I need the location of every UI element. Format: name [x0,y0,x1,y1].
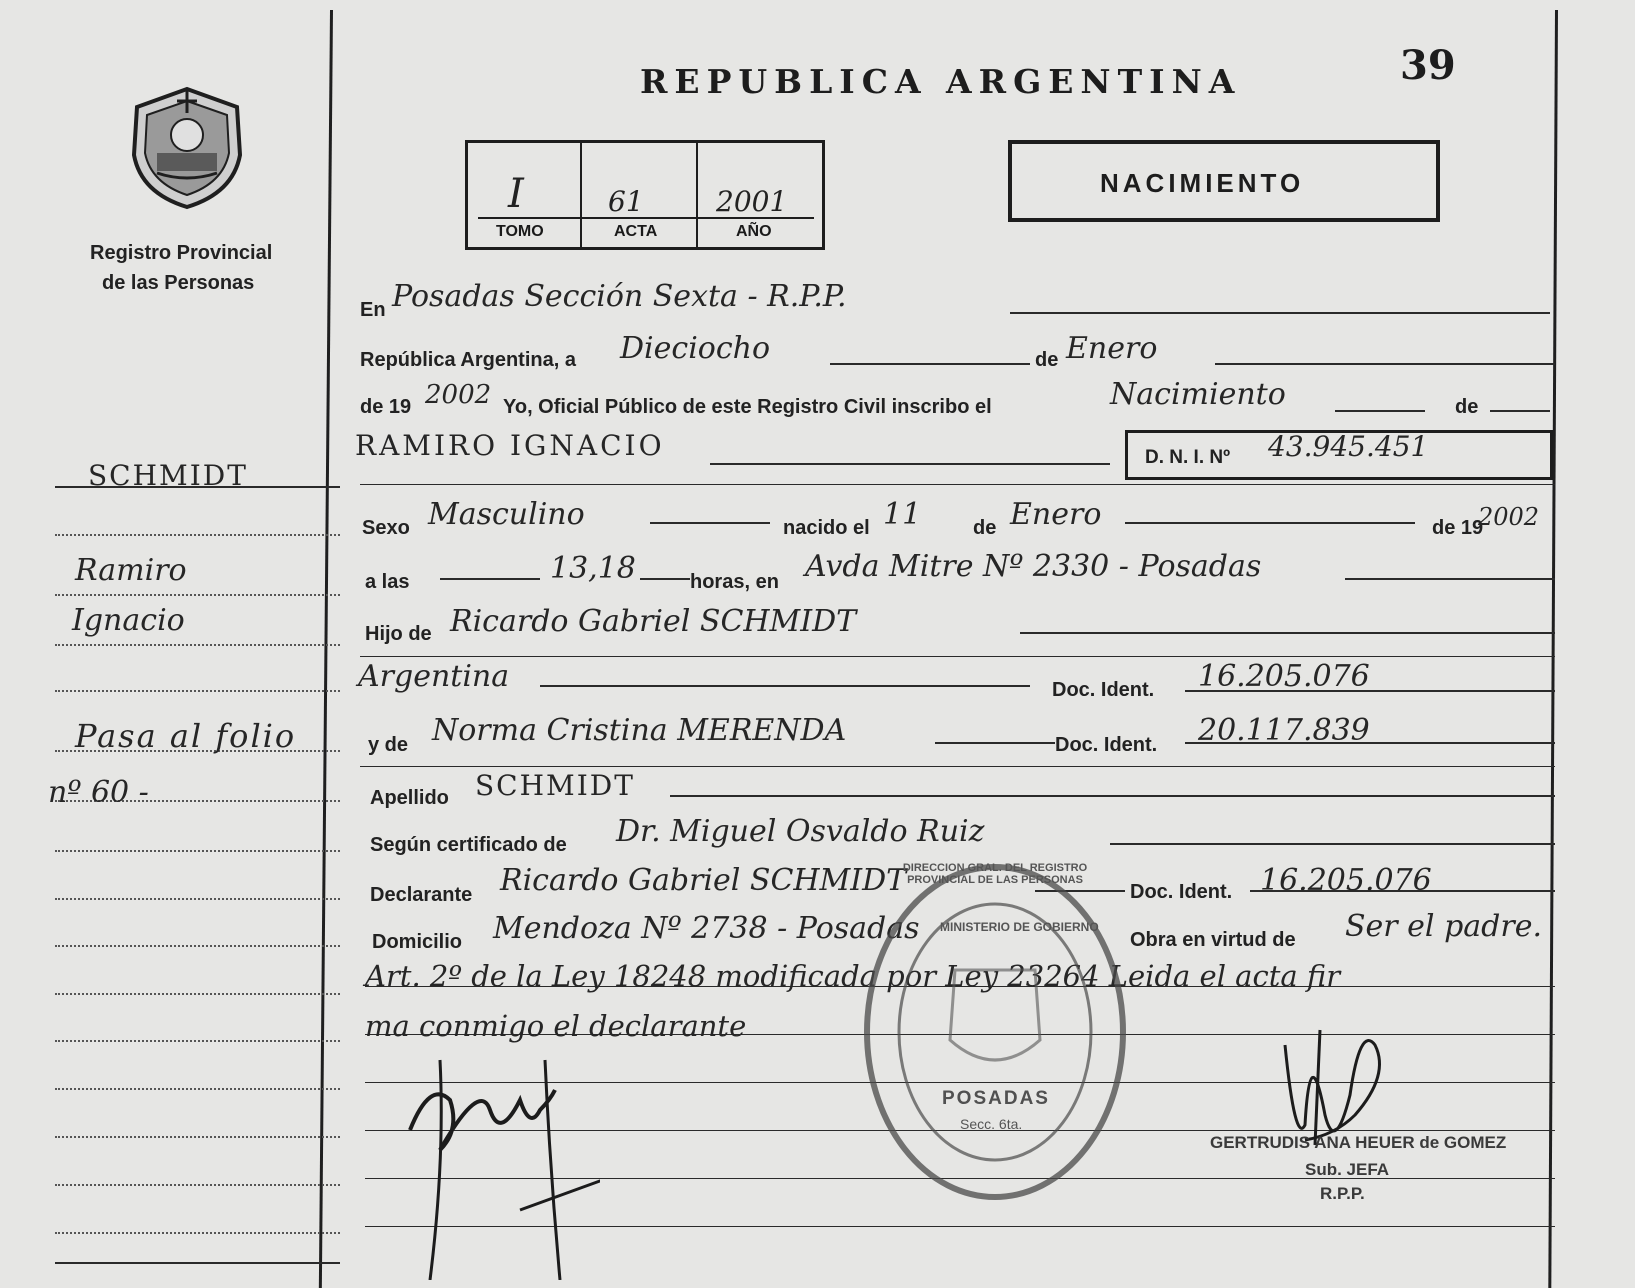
certificado-value: Dr. Miguel Osvaldo Ruiz [616,814,985,849]
apellido-label: Apellido [370,787,449,809]
margin-given-name-1: Ramiro [75,553,187,588]
birth-month-value: Enero [1010,497,1102,532]
mother-doc-value: 20.117.839 [1198,713,1370,748]
official-title: Sub. JEFA [1305,1160,1390,1179]
folio-number: 39 [1400,42,1456,89]
obra-label: Obra en virtud de [1130,929,1296,951]
year-value: 2002 [425,380,492,410]
dni-value: 43.945.451 [1268,430,1429,463]
declarante-value: Ricardo Gabriel SCHMIDT [500,863,907,898]
nacido-label: nacido el [783,517,870,539]
registry-stamp [860,860,1130,1205]
right-border-line [1548,10,1558,1288]
father-nationality-value: Argentina [358,659,510,694]
mother-name-value: Norma Cristina MERENDA [432,713,847,748]
month-value: Enero [1066,331,1158,366]
birth-year-value: 2002 [1478,503,1540,531]
doc-ident-label-mother: Doc. Ident. [1055,734,1158,756]
declarante-label: Declarante [370,884,473,906]
sexo-value: Masculino [428,497,585,532]
dni-label: D. N. I. Nº [1145,447,1231,468]
tomo-value: I [508,171,524,217]
en-value: Posadas Sección Sexta - R.P.P. [392,279,847,314]
registry-name-line1: Registro Provincial [90,242,273,264]
de-birth-year-label: de 19 [1432,517,1484,539]
margin-note-line2: nº 60 - [48,775,149,810]
y-de-label: y de [368,734,409,756]
margin-divider-line [319,10,333,1288]
tomo-label: TOMO [496,223,544,240]
stamp-city: POSADAS [942,1088,1050,1109]
stamp-section: Secc. 6ta. [960,1116,1023,1132]
child-name-value: RAMIRO IGNACIO [355,429,665,462]
de-month-label: de [1035,349,1059,371]
domicilio-value: Mendoza Nº 2738 - Posadas [493,911,920,946]
margin-given-name-2: Ignacio [72,603,185,638]
hijo-label: Hijo de [365,623,432,645]
act-value: Nacimiento [1110,377,1286,412]
a-las-label: a las [365,571,410,593]
registry-name-line2: de las Personas [102,272,255,294]
acta-label: ACTA [614,223,658,240]
record-type-box [1008,140,1440,222]
de-birth-month-label: de [973,517,997,539]
birth-day-value: 11 [883,497,922,532]
year-prefix-label: de 19 [360,396,412,418]
official-name: GERTRUDIS ANA HEUER de GOMEZ [1210,1133,1507,1152]
stamp-inner-text: MINISTERIO DE GOBIERNO [940,920,1099,934]
de-end-label: de [1455,396,1479,418]
doc-ident-label-father: Doc. Ident. [1052,679,1155,701]
en-label: En [360,299,386,321]
margin-note-line1: Pasa al folio [75,717,297,755]
ano-label: AÑO [736,223,772,240]
declarant-signature [380,1040,600,1280]
province-seal-icon [125,85,250,210]
official-office: R.P.P. [1320,1184,1365,1203]
domicilio-label: Domicilio [372,931,463,953]
legal-text-line2: ma conmigo el declarante [365,1009,747,1043]
father-doc-value: 16.205.076 [1198,659,1370,694]
day-value: Dieciocho [620,331,771,366]
place-value: Avda Mitre Nº 2330 - Posadas [805,549,1262,584]
certificado-label: Según certificado de [370,834,567,856]
obra-value: Ser el padre. [1345,909,1542,944]
father-name-value: Ricardo Gabriel SCHMIDT [450,604,857,639]
legal-text-line1: Art. 2º de la Ley 18248 modificada por Ley 23264 Leida el acta fir [365,959,1341,993]
margin-surname: SCHMIDT [88,459,248,492]
declarante-doc-value: 16.205.076 [1260,863,1432,898]
republica-label: República Argentina, a [360,349,576,371]
acta-value: 61 [608,185,644,218]
country-title: REPUBLICA ARGENTINA [640,62,1242,101]
record-number-box [465,140,825,250]
horas-label: horas, en [690,571,779,593]
record-type-label: NACIMIENTO [1100,168,1305,198]
ano-value: 2001 [716,185,788,218]
inscribo-label: Yo, Oficial Público de este Registro Civil inscribo el [503,396,992,418]
apellido-value: SCHMIDT [475,769,635,802]
doc-ident-label-declarante: Doc. Ident. [1130,881,1233,903]
stamp-outer-text: DIRECCION GRAL. DEL REGISTRO PROVINCIAL DE LAS PERSONAS [902,862,1088,886]
sexo-label: Sexo [362,517,410,539]
time-value: 13,18 [550,551,636,586]
